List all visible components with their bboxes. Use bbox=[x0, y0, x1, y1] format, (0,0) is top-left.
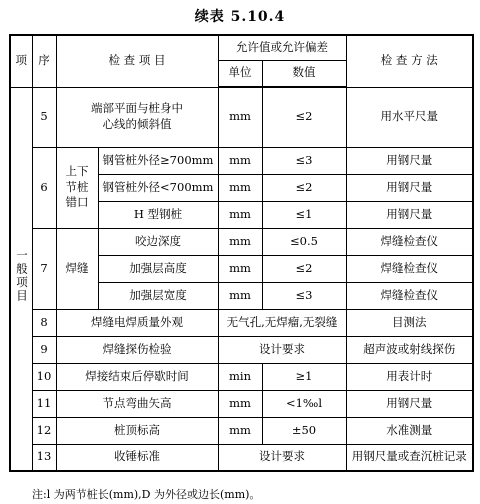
seq-cell: 6 bbox=[32, 147, 56, 228]
unit-cell: mm bbox=[218, 255, 262, 282]
check-item-cell: 钢管桩外径≥700mm bbox=[98, 147, 218, 174]
inspection-table bbox=[9, 34, 474, 472]
method-cell: 用钢尺量 bbox=[346, 174, 473, 201]
method-cell: 用钢尺量或查沉桩记录 bbox=[346, 444, 473, 471]
method-cell: 水准测量 bbox=[346, 417, 473, 444]
seq-cell: 11 bbox=[32, 390, 56, 417]
value-cell: 设计要求 bbox=[218, 336, 346, 363]
value-cell: <1‰l bbox=[262, 390, 346, 417]
method-cell: 目测法 bbox=[346, 309, 473, 336]
unit-cell: mm bbox=[218, 228, 262, 255]
header-unit: 单位 bbox=[218, 60, 262, 87]
seq-cell: 8 bbox=[32, 309, 56, 336]
check-item-cell: H 型钢桩 bbox=[98, 201, 218, 228]
header-value: 数值 bbox=[262, 60, 346, 87]
subgroup-cell: 上下节桩错口 bbox=[56, 147, 98, 228]
method-cell: 用钢尺量 bbox=[346, 390, 473, 417]
seq-cell: 5 bbox=[32, 87, 56, 147]
method-cell: 用水平尺量 bbox=[346, 87, 473, 147]
method-cell: 超声波或射线探伤 bbox=[346, 336, 473, 363]
check-item-cell: 节点弯曲矢高 bbox=[56, 390, 218, 417]
seq-cell: 9 bbox=[32, 336, 56, 363]
header-check-item: 检 查 项 目 bbox=[56, 35, 218, 87]
method-cell: 用表计时 bbox=[346, 363, 473, 390]
check-item-cell: 桩顶标高 bbox=[56, 417, 218, 444]
unit-cell: mm bbox=[218, 282, 262, 309]
method-cell: 用钢尺量 bbox=[346, 147, 473, 174]
check-item-cell: 端部平面与桩身中心线的倾斜值 bbox=[56, 87, 218, 147]
value-cell: ±50 bbox=[262, 417, 346, 444]
header-item: 项 bbox=[10, 35, 32, 87]
check-item-cell: 焊缝电焊质量外观 bbox=[56, 309, 218, 336]
method-cell: 焊缝检查仪 bbox=[346, 282, 473, 309]
subgroup-cell: 焊缝 bbox=[56, 228, 98, 309]
value-cell: ≥1 bbox=[262, 363, 346, 390]
group-label: 一般项目 bbox=[10, 87, 32, 471]
header-seq: 序 bbox=[32, 35, 56, 87]
table-title: 续表 5.10.4 bbox=[194, 9, 286, 25]
unit-cell: mm bbox=[218, 201, 262, 228]
seq-cell: 12 bbox=[32, 417, 56, 444]
unit-cell: mm bbox=[218, 147, 262, 174]
unit-cell: mm bbox=[218, 87, 262, 147]
check-item-cell: 焊缝探伤检验 bbox=[56, 336, 218, 363]
header-method: 检 查 方 法 bbox=[346, 35, 473, 87]
unit-cell: min bbox=[218, 363, 262, 390]
value-cell: ≤1 bbox=[262, 201, 346, 228]
check-item-cell: 收锤标准 bbox=[56, 444, 218, 471]
value-cell: 设计要求 bbox=[218, 444, 346, 471]
value-cell: ≤2 bbox=[262, 87, 346, 147]
value-cell: ≤0.5 bbox=[262, 228, 346, 255]
table-note: 注:l 为两节桩长(mm),D 为外径或边长(mm)。 bbox=[32, 488, 261, 501]
seq-cell: 10 bbox=[32, 363, 56, 390]
header-tolerance: 允许值或允许偏差 bbox=[218, 35, 346, 60]
method-cell: 用钢尺量 bbox=[346, 201, 473, 228]
check-item-cell: 钢管桩外径<700mm bbox=[98, 174, 218, 201]
unit-cell: mm bbox=[218, 390, 262, 417]
value-cell: ≤2 bbox=[262, 174, 346, 201]
value-cell: ≤3 bbox=[262, 147, 346, 174]
seq-cell: 7 bbox=[32, 228, 56, 309]
seq-cell: 13 bbox=[32, 444, 56, 471]
value-cell: ≤3 bbox=[262, 282, 346, 309]
method-cell: 焊缝检查仪 bbox=[346, 255, 473, 282]
check-item-cell: 焊接结束后停歇时间 bbox=[56, 363, 218, 390]
check-item-cell: 咬边深度 bbox=[98, 228, 218, 255]
value-cell: 无气孔,无焊瘤,无裂缝 bbox=[218, 309, 346, 336]
value-cell: ≤2 bbox=[262, 255, 346, 282]
unit-cell: mm bbox=[218, 417, 262, 444]
unit-cell: mm bbox=[218, 174, 262, 201]
check-item-cell: 加强层宽度 bbox=[98, 282, 218, 309]
check-item-cell: 加强层高度 bbox=[98, 255, 218, 282]
method-cell: 焊缝检查仪 bbox=[346, 228, 473, 255]
